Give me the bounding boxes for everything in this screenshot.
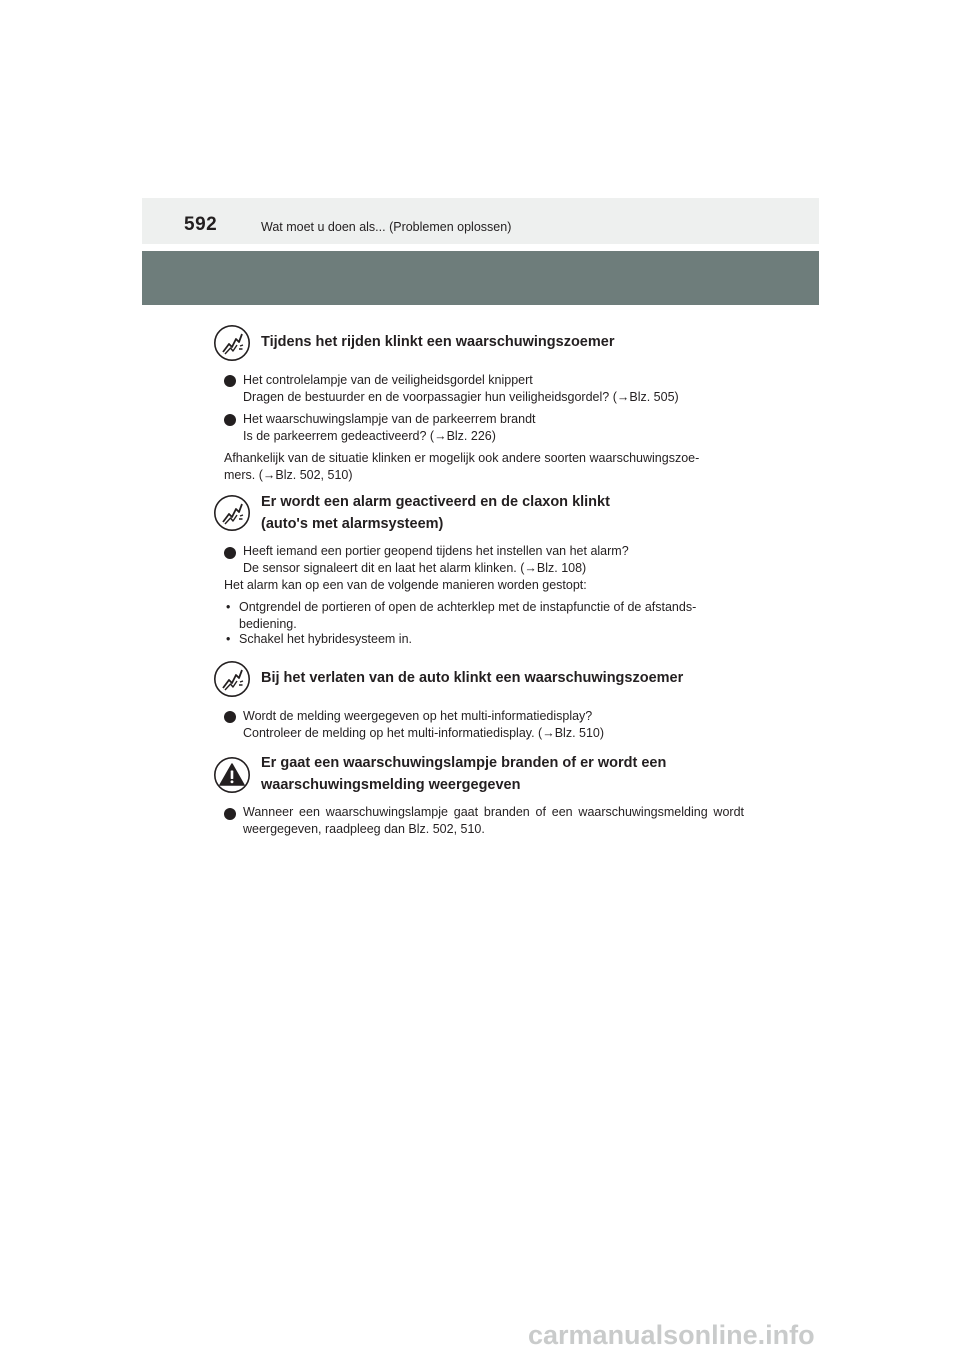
list-dot: • xyxy=(226,600,231,614)
intro-text: Het alarm kan op een van de volgende manieren worden gestopt: xyxy=(224,578,587,592)
watermark-text: carmanualsonline.info xyxy=(528,1320,815,1350)
section-heading: Er wordt een alarm geactiveerd en de claxon klinkt xyxy=(261,494,610,510)
bullet-marker xyxy=(224,375,236,387)
section-heading: (auto's met alarmsysteem) xyxy=(261,516,444,532)
section-heading: Er gaat een waarschuwingslampje branden of er wordt een xyxy=(261,755,667,771)
list-item: bediening. xyxy=(239,617,297,631)
bullet-answer: Dragen de bestuurder en de voorpassagier hun veiligheidsgordel? (→Blz. 505) xyxy=(243,390,679,404)
bullet-marker xyxy=(224,711,236,723)
bullet-question: Het controlelampje van de veiligheidsgordel knippert xyxy=(243,373,533,387)
bullet-text: Wanneer een waarschuwingslampje gaat branden of een waarschuwingsmelding wordt weergegeven, raadpleeg dan Blz. 502, 510. xyxy=(243,805,744,836)
warning-triangle-icon xyxy=(213,756,251,794)
bullet-answer: De sensor signaleert dit en laat het alarm klinken. (→Blz. 108) xyxy=(243,561,587,575)
bullet-question: Heeft iemand een portier geopend tijdens het instellen van het alarm? xyxy=(243,544,629,558)
list-dot: • xyxy=(226,632,231,646)
section-heading: waarschuwingsmelding weergegeven xyxy=(261,777,521,793)
running-title: Wat moet u doen als... (Problemen oplossen) xyxy=(261,220,512,234)
list-item: Ontgrendel de portieren of open de achterklep met de instapfunctie of de afstands- xyxy=(239,600,697,614)
note-text: mers. (→Blz. 502, 510) xyxy=(224,468,353,482)
sound-alert-icon xyxy=(213,494,251,532)
bullet-marker xyxy=(224,808,236,820)
sound-alert-icon xyxy=(213,324,251,362)
list-item: Schakel het hybridesysteem in. xyxy=(239,632,413,646)
note-text: Afhankelijk van de situatie klinken er mogelijk ook andere soorten waarschuwingszoe- xyxy=(224,451,700,465)
sound-alert-icon xyxy=(213,660,251,698)
section-heading: Bij het verlaten van de auto klinkt een waarschuwingszoemer xyxy=(261,670,684,686)
page-number: 592 xyxy=(184,214,218,235)
bullet-answer: Is de parkeerrem gedeactiveerd? (→Blz. 226) xyxy=(243,429,496,443)
bullet-marker xyxy=(224,547,236,559)
bullet-question: Het waarschuwingslampje van de parkeerrem brandt xyxy=(243,412,536,426)
bullet-question: Wordt de melding weergegeven op het multi-informatiedisplay? xyxy=(243,709,593,723)
bullet-marker xyxy=(224,414,236,426)
section-heading: Tijdens het rijden klinkt een waarschuwingszoemer xyxy=(261,334,615,350)
header-band xyxy=(142,251,819,305)
page-header xyxy=(142,198,819,244)
bullet-answer: Controleer de melding op het multi-informatiedisplay. (→Blz. 510) xyxy=(243,726,605,740)
watermark-logo xyxy=(528,1318,954,1352)
